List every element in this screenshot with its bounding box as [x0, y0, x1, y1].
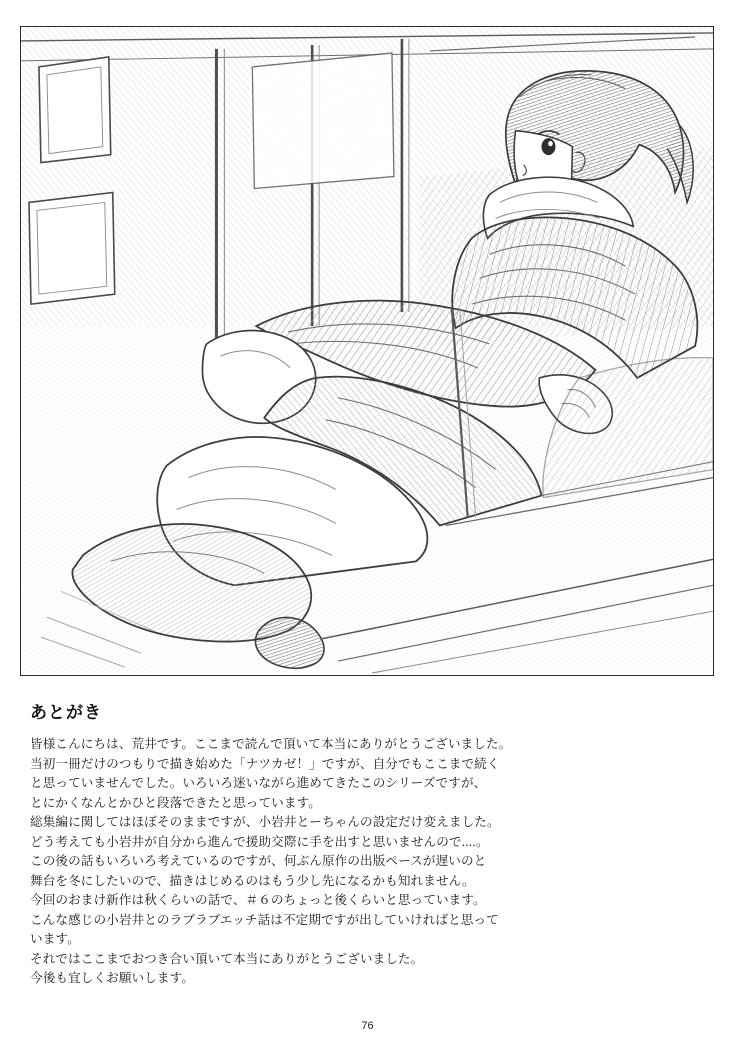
- afterword-line: 当初一冊だけのつもりで描き始めた「ナツカゼ！」ですが、自分でもここまで続く: [30, 756, 500, 771]
- train-seat-sketch: [21, 27, 713, 675]
- afterword-line: 今回のおまけ新作は秋くらいの話で、＃６のちょっと後くらいと思っています。: [30, 893, 486, 907]
- afterword-line: 総集編に関してはほぼそのままですが、小岩井とーちゃんの設定だけ変えました。: [30, 815, 500, 829]
- afterword-line: とにかくなんとかひと段落できたと思っています。: [30, 795, 321, 810]
- afterword-line: こんな感じの小岩井とのラブラブエッチ話は不定期ですが出していければと思って: [30, 912, 499, 927]
- afterword-line: と思っていませんでした。いろいろ迷いながら進めてきたこのシリーズですが、: [30, 776, 487, 790]
- afterword-title: あとがき: [30, 703, 102, 722]
- afterword-body: [30, 735, 690, 989]
- afterword-line: 舞台を冬にしたいので、描きはじめるのはもう少し先になるかも知れません。: [30, 873, 475, 888]
- afterword-line: どう考えても小岩井が自分から進んで援助交際に手を出すと思いませんので....。: [30, 834, 489, 849]
- afterword-line: この後の話もいろいろ考えているのですが、何ぶん原作の出版ペースが遅いのと: [30, 854, 487, 868]
- afterword-line: います。: [30, 932, 80, 946]
- page-number: 76: [361, 1020, 374, 1032]
- afterword-section: [30, 698, 690, 989]
- afterword-line: 今後も宜しくお願いします。: [30, 971, 195, 985]
- afterword-line: 皆様こんにちは、荒井です。ここまで読んで頂いて本当にありがとうございました。: [30, 737, 512, 751]
- illustration-frame: [20, 26, 714, 676]
- afterword-line: それではここまでおつき合い頂いて本当にありがとうございました。: [30, 951, 424, 966]
